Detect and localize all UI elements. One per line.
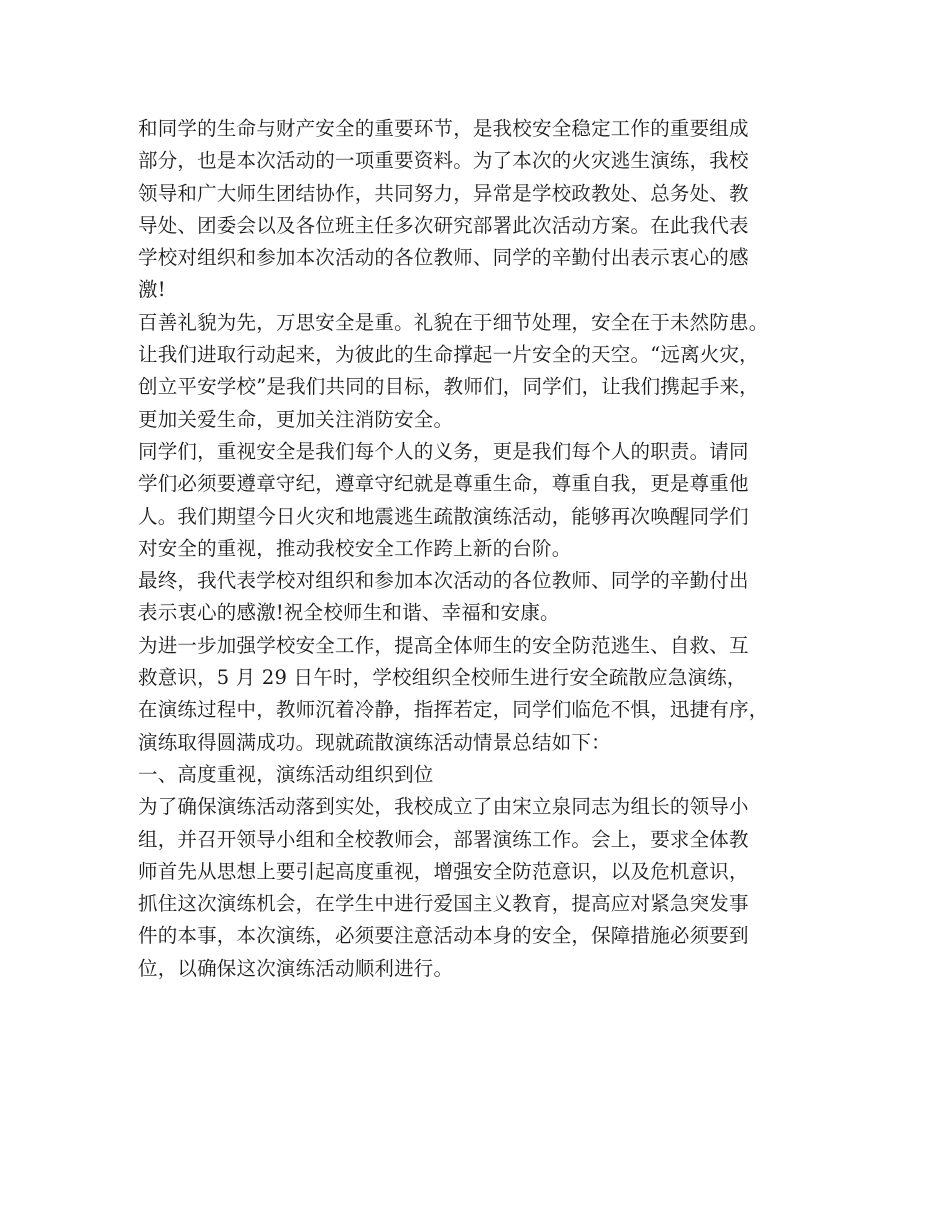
text-line: 和同学的生命与财产安全的重要环节，是我校安全稳定工作的重要组成: [138, 117, 749, 140]
text-line: 抓住这次演练机会，在学生中进行爱国主义教育，提高应对紧急突发事: [138, 892, 749, 916]
text-line: 让我们进取行动起来，为彼此的生命撑起一片安全的天空。“远离火灾，: [138, 343, 759, 367]
text-line: 师首先从思想上要引起高度重视，增强安全防范意识，以及危机意识，: [138, 859, 749, 883]
text-line: 最终，我代表学校对组织和参加本次活动的各位教师、同学的辛勤付出: [138, 569, 749, 593]
text-line: 领导和广大师生团结协作，共同努力，异常是学校政教处、总务处、教: [138, 181, 749, 205]
text-line: 在演练过程中，教师沉着冷静，指挥若定，同学们临危不惧，迅捷有序，: [138, 698, 769, 722]
document-body: [138, 113, 838, 985]
text-line: 学们必须要遵章守纪，遵章守纪就是尊重生命，尊重自我，更是尊重他: [138, 472, 749, 496]
text-line: 导处、团委会以及各位班主任多次研究部署此次活动方案。在此我代表: [138, 213, 749, 237]
text-line: 演练取得圆满成功。现就疏散演练活动情景总结如下：: [138, 730, 611, 754]
text-line: 组，并召开领导小组和全校教师会，部署演练工作。会上，要求全体教: [138, 827, 749, 851]
text-line: 为了确保演练活动落到实处，我校成立了由宋立泉同志为组长的领导小: [138, 795, 749, 819]
text-line: 位，以确保这次演练活动顺利进行。: [138, 956, 454, 980]
text-line: 学校对组织和参加本次活动的各位教师、同学的辛勤付出表示衷心的感: [138, 246, 749, 270]
text-line: 件的本事，本次演练，必须要注意活动本身的安全，保障措施必须要到: [138, 924, 749, 948]
text-line: 部分，也是本次活动的一项重要资料。为了本次的火灾逃生演练，我校: [138, 149, 749, 173]
text-line: 百善礼貌为先，万思安全是重。礼貌在于细节处理，安全在于未然防患。: [138, 310, 769, 334]
text-line: 对安全的重视，推动我校安全工作跨上新的台阶。: [138, 536, 572, 560]
text-line: 同学们，重视安全是我们每个人的义务，更是我们每个人的职责。请同: [138, 439, 749, 463]
text-line: 更加关爱生命，更加关注消防安全。: [138, 407, 454, 431]
text-line: 为进一步加强学校安全工作，提高全体师生的安全防范逃生、自救、互: [138, 633, 749, 657]
section-heading: 一、高度重视，演练活动组织到位: [138, 762, 434, 786]
text-line: 人。我们期望今日火灾和地震逃生疏散演练活动，能够再次唤醒同学们: [138, 504, 749, 528]
text-line: 创立平安学校”是我们共同的目标，教师们，同学们，让我们携起手来，: [138, 375, 759, 399]
text-line: 激!: [138, 278, 166, 302]
text-line: 救意识，5 月 29 日午时，学校组织全校师生进行安全疏散应急演练，: [138, 666, 747, 690]
text-line: 表示衷心的感激!祝全校师生和谐、幸福和安康。: [138, 601, 560, 625]
